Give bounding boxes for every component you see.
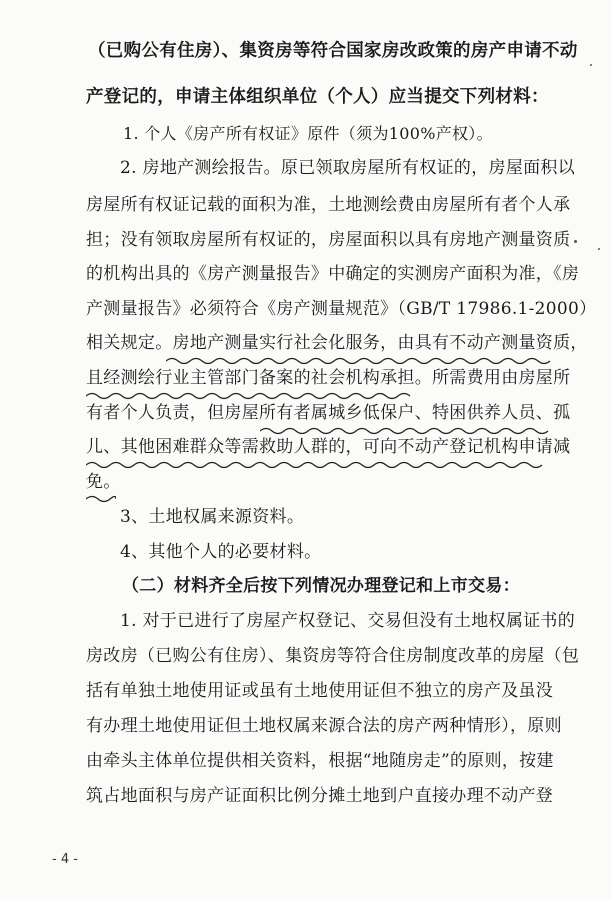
text-line-20: 有办理土地使用证但土地权属来源合法的房产两种情形），原则 (86, 716, 562, 736)
text-line-5: 房屋所有权证记载的面积为准，土地测绘费由房屋所有者个人承 (86, 195, 571, 215)
text-line-19: 括有单独土地使用证或虽有土地使用证但不独立的房产及虽没 (86, 681, 554, 701)
section-heading: （二）材料齐全后按下列情况办理登记和上市交易： (122, 576, 520, 596)
text-line-21: 由牵头主体单位提供相关资料，根据“地随房走”的原则，按建 (86, 751, 554, 771)
handwritten-underline-3 (260, 426, 560, 436)
text-line-9: 相关规定。房地产测量实行社会化服务，由具有不动产测量资质， (86, 333, 588, 353)
handwritten-underline-2 (86, 391, 416, 401)
text-line-8: 产测量报告》必须符合《房产测量规范》（GB/T 17986.1-2000） (86, 299, 597, 319)
text-line-13: 免。 (86, 472, 121, 492)
text-line-6: 担；没有领取房屋所有权证的，房屋面积以具有房地产测量资质 (86, 230, 571, 250)
text-line-3: 1. 个人《房产所有权证》原件（须为100%产权）。 (123, 124, 493, 143)
text-line-1: （已购公有住房）、集资房等符合国家房改政策的房产申请不动 (88, 41, 578, 61)
handwritten-underline-5 (86, 494, 116, 504)
text-line-2: 产登记的，申请主体组织单位（个人）应当提交下列材料： (86, 87, 549, 107)
text-line-17: 1. 对于已进行了房屋产权登记、交易但没有土地权属证书的 (120, 611, 576, 631)
text-line-11: 有者个人负责，但房屋所有者属城乡低保户、特困供养人员、孤 (86, 403, 571, 423)
scan-speck (590, 64, 592, 66)
text-line-4: 2. 房地产测绘报告。原已领取房屋所有权证的，房屋面积以 (120, 158, 576, 178)
handwritten-underline-1 (166, 356, 556, 366)
text-line-18: 房改房（已购公有住房）、集资房等符合住房制度改革的房屋（包 (86, 646, 580, 666)
text-line-12: 儿、其他困难群众等需救助人群的，可向不动产登记机构申请减 (86, 437, 571, 457)
text-line-22: 筑占地面积与房产证面积比例分摊土地到户直接办理不动产登 (86, 786, 554, 806)
page-number: - 4 - (52, 852, 78, 867)
text-line-15: 4、其他个人的必要材料。 (120, 542, 322, 562)
scan-speck (598, 248, 600, 250)
text-line-7: 的机构出具的《房产测量报告》中确定的实测房产面积为准，《房 (86, 264, 580, 284)
text-line-10: 且经测绘行业主管部门备案的社会机构承担。所需费用由房屋所 (86, 368, 571, 388)
text-line-14: 3、土地权属来源资料。 (120, 507, 305, 527)
scan-speck (574, 240, 577, 243)
handwritten-underline-4 (86, 460, 546, 470)
